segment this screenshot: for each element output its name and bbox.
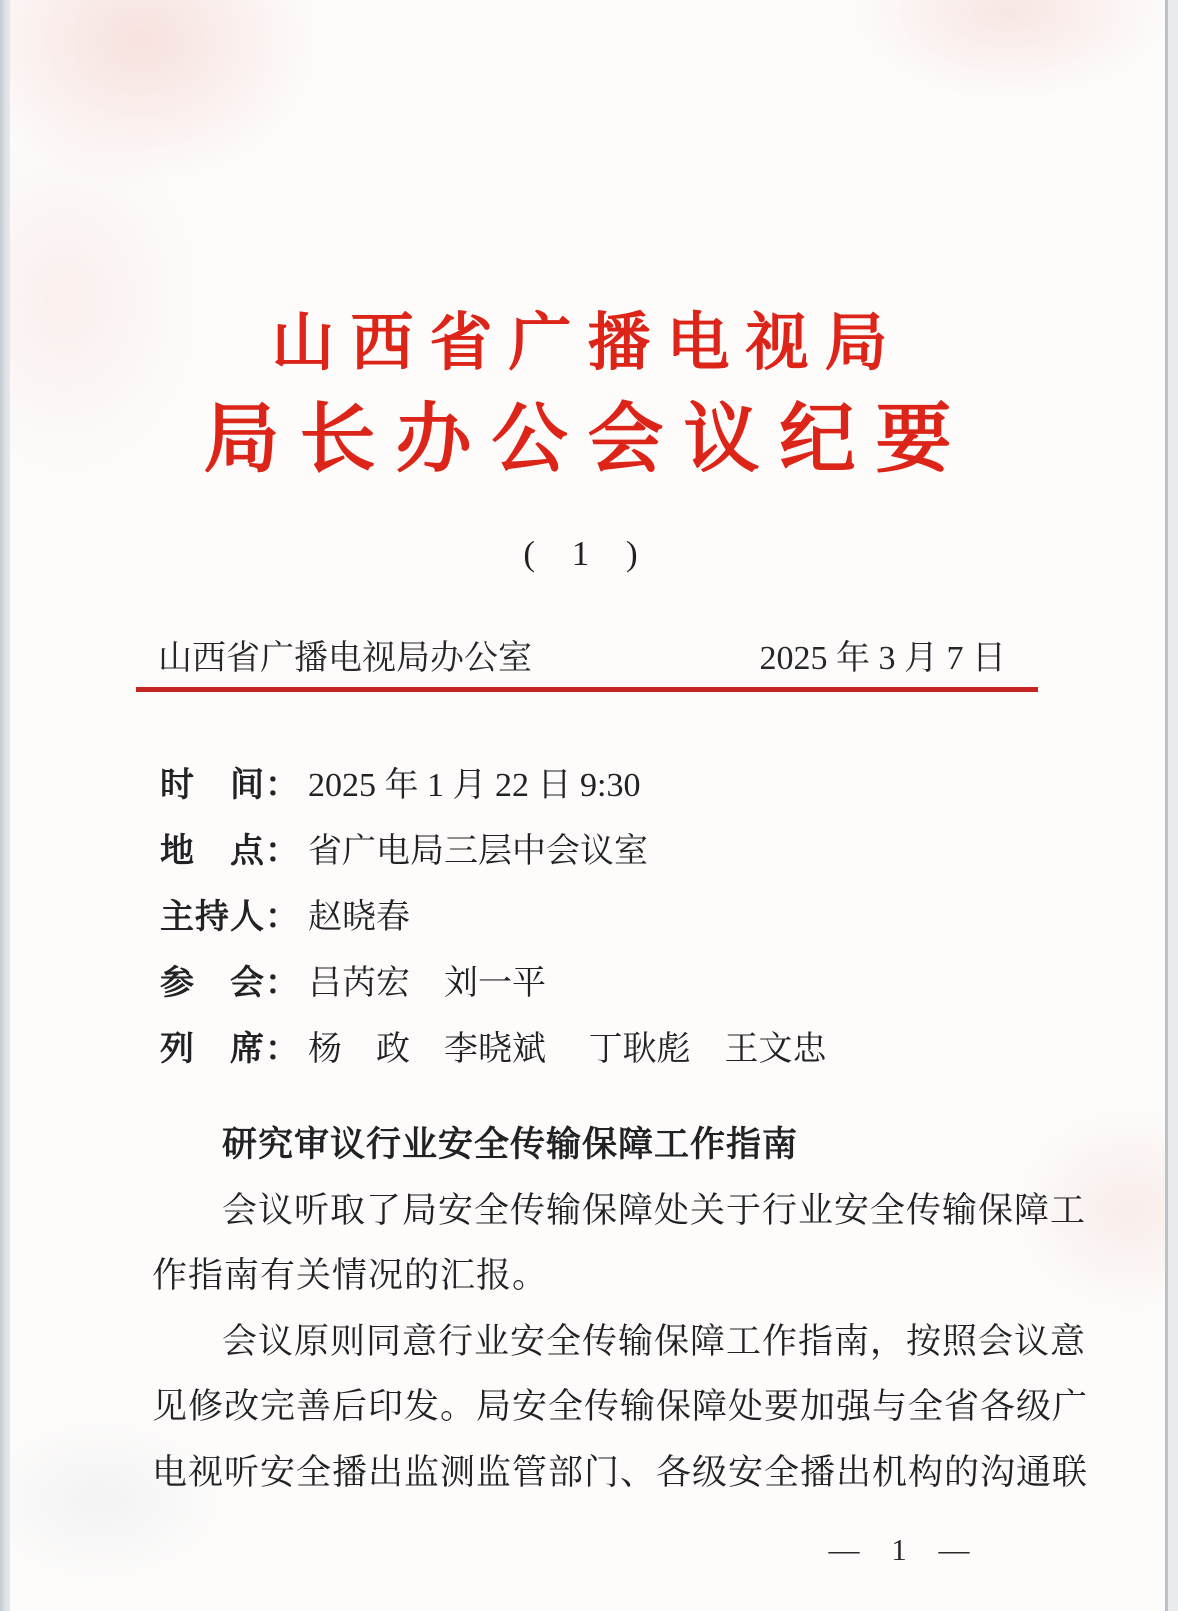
meeting-attendees-row <box>160 952 1050 1018</box>
meeting-observers-row <box>160 1018 1050 1084</box>
meeting-time-value: 2025 年 1 月 22 日 9:30 <box>308 767 641 804</box>
meeting-host-row <box>160 886 1050 952</box>
page-number: — 1 — <box>828 1532 982 1567</box>
meeting-time-row <box>160 754 1050 820</box>
paragraph1-line1: 会议听取了局安全传输保障处关于行业安全传输保障工 <box>222 1190 1087 1230</box>
issuing-office: 山西省广播电视局办公室 <box>158 640 532 677</box>
masthead-meta-row <box>158 630 1006 679</box>
meeting-time-label: 时 间： <box>160 766 300 804</box>
meeting-location-row <box>160 820 1050 886</box>
meeting-observers-label: 列 席： <box>160 1030 300 1068</box>
document-title-type: 局长办公会议纪要 <box>203 398 972 482</box>
paragraph2-line2: 见修改完善后印发。局安全传输保障处要加强与全省各级广 <box>152 1387 1089 1426</box>
issue-date: 2025 年 3 月 7 日 <box>759 640 1006 677</box>
meeting-location-label: 地 点： <box>160 832 300 870</box>
issue-number: ( 1 ) <box>523 534 652 573</box>
paragraph1-line2: 作指南有关情况的汇报。 <box>152 1256 549 1295</box>
red-divider-rule <box>136 687 1038 692</box>
meeting-host-value: 赵晓春 <box>308 899 410 936</box>
meeting-observers-value: 杨 政 李晓斌 丁耿彪 王文忠 <box>308 1031 827 1068</box>
meeting-host-label: 主持人： <box>160 898 300 936</box>
meeting-info-list <box>160 754 1050 1084</box>
meeting-location-value: 省广电局三层中会议室 <box>308 833 648 870</box>
agenda-heading: 研究审议行业安全传输保障工作指南 <box>222 1125 799 1164</box>
document-page <box>10 0 1168 1611</box>
document-title-organization: 山西省广播电视局 <box>271 308 904 378</box>
meeting-attendees-value: 吕芮宏 刘一平 <box>308 965 546 1002</box>
paragraph2-line1: 会议原则同意行业安全传输保障工作指南，按照会议意 <box>222 1321 1087 1361</box>
meeting-attendees-label: 参 会： <box>160 964 300 1002</box>
paragraph2-line3: 电视听安全播出监测监管部门、各级安全播出机构的沟通联 <box>152 1452 1089 1492</box>
document-body <box>152 1112 1089 1505</box>
